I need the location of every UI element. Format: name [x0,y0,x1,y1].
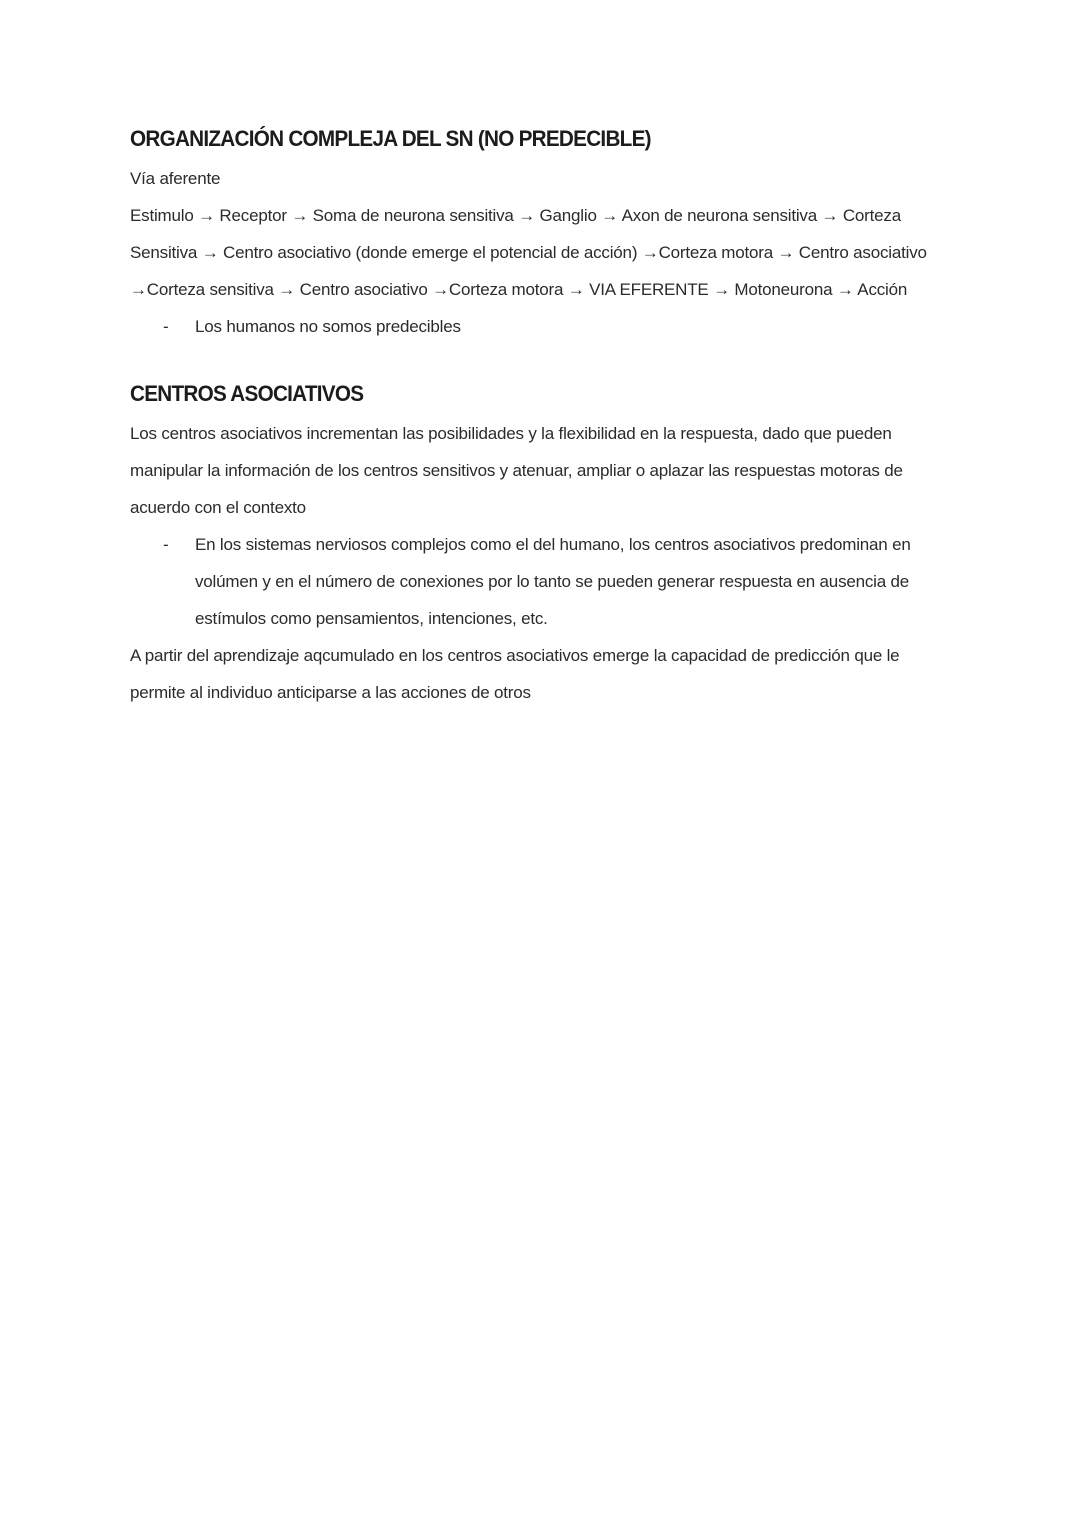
afferent-pathway-flow-text: Estimulo → Receptor → Soma de neurona sensitiva → Ganglio → Axon de neurona sensitiva → Corteza Sensitiva → Centro asociativo (donde emerge el potencial de acción) →Corteza motora → Centro asociativo →Corteza sensitiva → Centro asociativo →Corteza motora → VIA EFERENTE → Motoneurona → Acción [130,206,927,299]
section-centros-asociativos [130,379,954,711]
page-content [130,124,954,711]
bullet-text: Los humanos no somos predecibles [195,317,461,336]
section1-bullet-list [130,308,954,345]
section1-heading: ORGANIZACIÓN COMPLEJA DEL SN (NO PREDECIBLE) [130,126,651,151]
section-organizacion-compleja [130,124,954,345]
list-item [130,526,954,637]
section2-heading: CENTROS ASOCIATIVOS [130,381,364,406]
bullet-dash: - [163,535,169,554]
section2-bullet-list [130,526,954,637]
list-item [130,308,954,345]
section2-paragraph-2: A partir del aprendizaje aqcumulado en los centros asociativos emerge la capacidad de predicción que le permite al individuo anticiparse a las acciones de otros [130,646,900,702]
bullet-dash: - [163,317,169,336]
section2-paragraph-1: Los centros asociativos incrementan las posibilidades y la flexibilidad en la respuesta, dado que pueden manipular la información de los centros sensitivos y atenuar, ampliar o aplazar las respuestas motoras de acuerdo con el contexto [130,424,903,517]
bullet-text: En los sistemas nerviosos complejos como el del humano, los centros asociativos predominan en volúmen y en el número de conexiones por lo tanto se pueden generar respuesta en ausencia de estímulos como pensamientos, intenciones, etc. [195,535,911,628]
section1-subheading: Vía aferente [130,169,221,188]
